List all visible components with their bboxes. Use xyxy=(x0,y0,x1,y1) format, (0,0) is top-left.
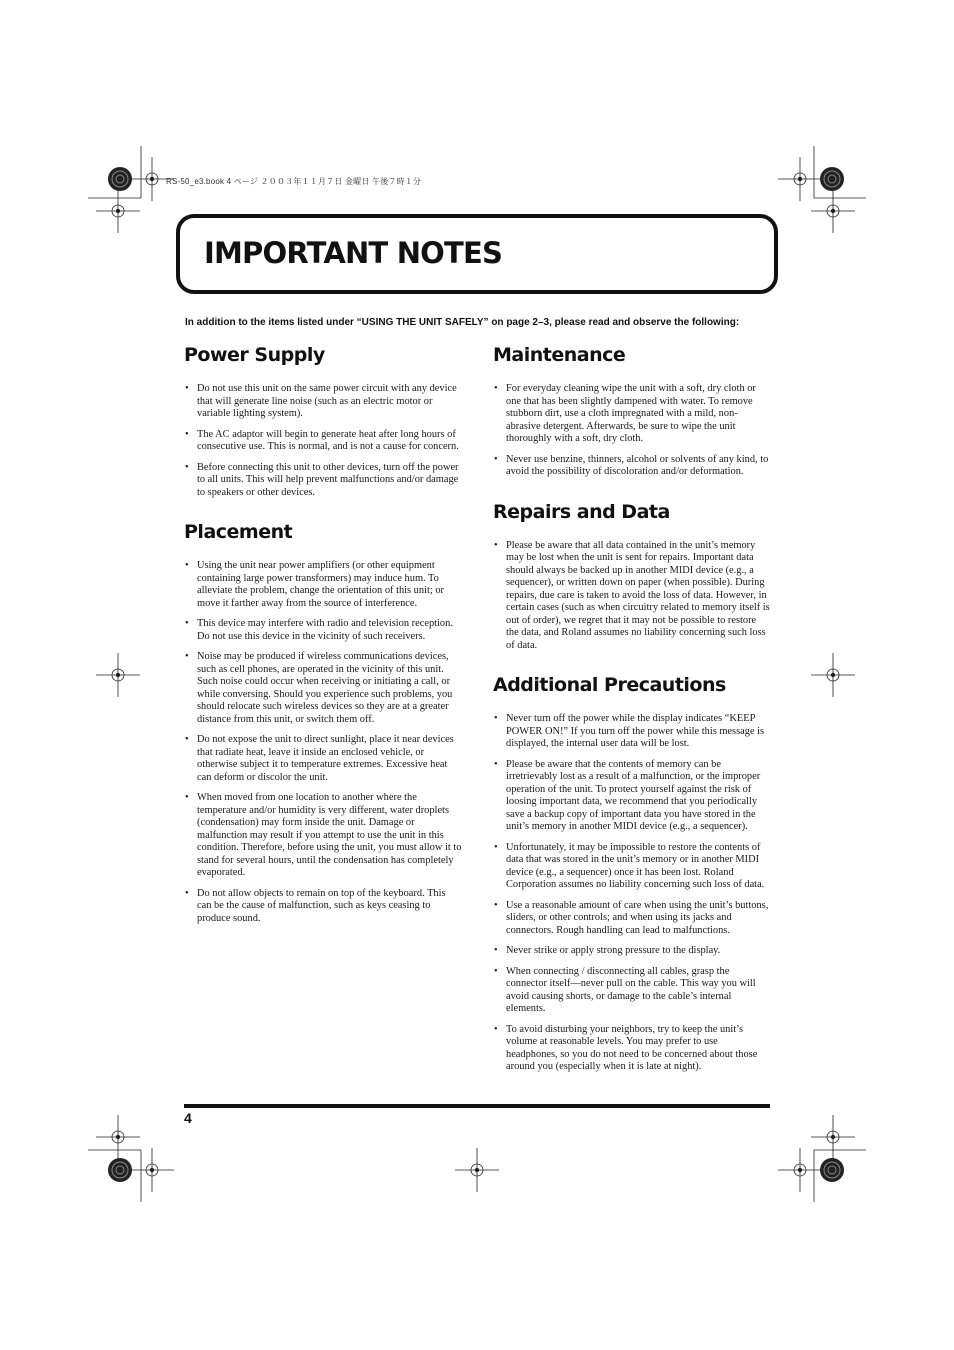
section-repairs-and-data xyxy=(493,498,771,653)
list-item: • Do not use this unit on the same power circuit with any device that will generate line noise (such as an electric motor or variable lighting system). xyxy=(184,383,462,421)
list-item: • Do not allow objects to remain on top of the keyboard. This can be the cause of malfunction, such as keys ceasing to produce sound. xyxy=(184,888,462,926)
footer-rule xyxy=(184,1104,770,1108)
intro-text: In addition to the items listed under “USING THE UNIT SAFELY” on page 2–3, please read and observe the following: xyxy=(185,317,740,328)
list-item: • Do not expose the unit to direct sunlight, place it near devices that radiate heat, leave it inside an enclosed vehicle, or otherwise subject it to temperature extremes. Excessive heat can deform or discolor the unit. xyxy=(184,734,462,784)
section-placement xyxy=(184,518,462,925)
section-heading: Maintenance xyxy=(493,344,626,366)
section-heading: Additional Precautions xyxy=(493,674,726,696)
section-heading: Power Supply xyxy=(184,344,325,366)
list-item: • Please be aware that all data contained in the unit’s memory may be lost when the unit is sent for repairs. Important data should always be backed up in another MIDI device (e.g., a sequencer), or written down on paper (when possible). During repairs, due care is taken to avoid the loss of data. However, in certain cases (such as when circuitry related to memory itself is out of order), we regret that it may not be possible to restore the data, and Roland assumes no liability concerning such loss of data. xyxy=(493,540,771,653)
list-item: • When connecting / disconnecting all cables, grasp the connector itself—never pull on the cable. This way you will avoid causing shorts, or damage to the cable’s internal elements. xyxy=(493,966,771,1016)
list-item: • Noise may be produced if wireless communications devices, such as cell phones, are operated in the vicinity of this unit. Such noise could occur when receiving or initiating a call, or while conversing. Should you experience such problems, you should relocate such wireless devices so they are at a greater distance from this unit, or switch them off. xyxy=(184,651,462,726)
bullet-list xyxy=(184,383,462,499)
list-item: • To avoid disturbing your neighbors, try to keep the unit’s volume at reasonable levels. You may prefer to use headphones, so you do not need to be concerned about those around you (especially when it is late at night). xyxy=(493,1024,771,1074)
list-item: • For everyday cleaning wipe the unit with a soft, dry cloth or one that has been slightly dampened with water. To remove stubborn dirt, use a cloth impregnated with a mild, non-abrasive detergent. Afterwards, be sure to wipe the unit thoroughly with a soft, dry cloth. xyxy=(493,383,771,446)
list-item: • Unfortunately, it may be impossible to restore the contents of data that was stored in the unit’s memory or in another MIDI device (e.g., a sequencer) once it has been lost. Roland Corporation assumes no liability concerning such loss of data. xyxy=(493,842,771,892)
list-item: • Please be aware that the contents of memory can be irretrievably lost as a result of a malfunction, or the improper operation of the unit. To protect yourself against the risk of loosing important data, we recommend that you periodically save a backup copy of important data you have stored in the unit’s memory in another MIDI device (e.g., a sequencer). xyxy=(493,759,771,834)
list-item: • The AC adaptor will begin to generate heat after long hours of consecutive use. This is normal, and is not a cause for concern. xyxy=(184,429,462,454)
bullet-list xyxy=(493,713,771,1074)
section-heading: Placement xyxy=(184,521,293,543)
list-item: • Before connecting this unit to other devices, turn off the power to all units. This will help prevent malfunctions and/or damage to speakers or other devices. xyxy=(184,462,462,500)
bullet-list xyxy=(184,560,462,925)
section-heading: Repairs and Data xyxy=(493,500,670,523)
list-item: • Using the unit near power amplifiers (or other equipment containing large power transformers) may induce hum. To alleviate the problem, change the orientation of this unit; or move it farther away from the source of interference. xyxy=(184,560,462,610)
list-item: • Never turn off the power while the display indicates “KEEP POWER ON!” If you turn off the power while this message is displayed, the internal user data will be lost. xyxy=(493,713,771,751)
list-item: • When moved from one location to another where the temperature and/or humidity is very different, water droplets (condensation) may form inside the unit. Damage or malfunction may result if you attempt to use the unit in this condition. Therefore, before using the unit, you must allow it to stand for several hours, until the condensation has completely evaporated. xyxy=(184,792,462,880)
list-item: • Never strike or apply strong pressure to the display. xyxy=(493,945,771,958)
list-item: • Use a reasonable amount of care when using the unit’s buttons, sliders, or other controls; and when using its jacks and connectors. Rough handling can lead to malfunctions. xyxy=(493,900,771,938)
list-item: • This device may interfere with radio and television reception. Do not use this device in the vicinity of such receivers. xyxy=(184,618,462,643)
right-column xyxy=(493,341,771,1082)
bullet-list xyxy=(493,540,771,653)
file-info-header: RS-50_e3.book 4 ページ ２００３年１１月７日 金曜日 午後７時１分 xyxy=(166,177,422,186)
title-box xyxy=(176,214,778,294)
section-maintenance xyxy=(493,341,771,479)
page-title: IMPORTANT NOTES xyxy=(204,236,503,270)
section-additional-precautions xyxy=(493,671,771,1074)
bullet-list xyxy=(493,383,771,479)
page-number: 4 xyxy=(184,1110,192,1126)
list-item: • Never use benzine, thinners, alcohol or solvents of any kind, to avoid the possibility of discoloration and/or deformation. xyxy=(493,454,771,479)
section-power-supply xyxy=(184,341,462,499)
left-column xyxy=(184,341,462,933)
